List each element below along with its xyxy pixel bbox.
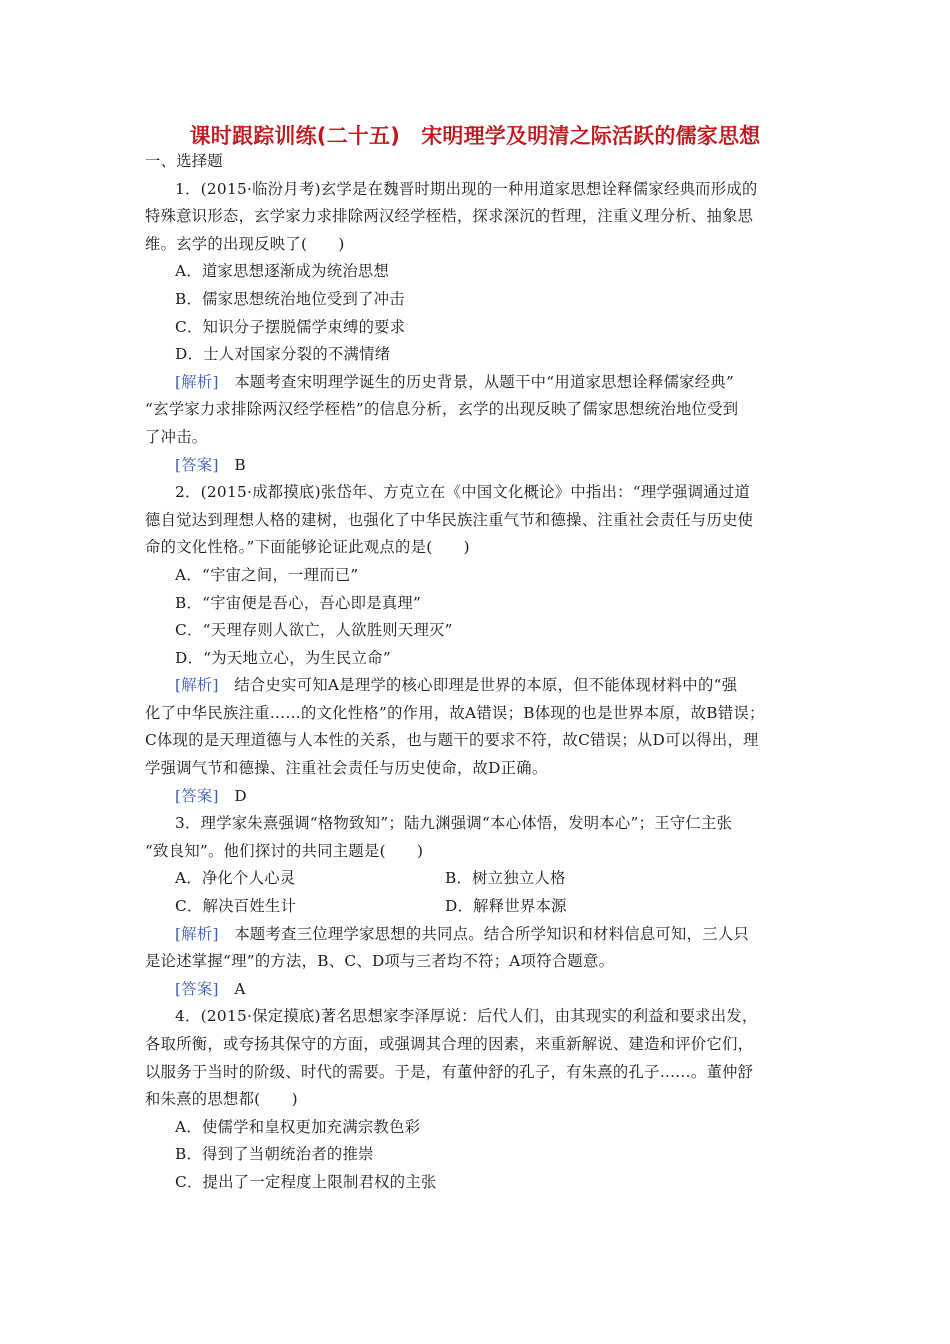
section-heading: 一、选择题	[145, 152, 223, 170]
option-d: D．士人对国家分裂的不满情绪	[175, 345, 391, 364]
option-c: C．知识分子摆脱儒学束缚的要求	[175, 317, 406, 336]
analysis-label: [解析]	[175, 924, 219, 943]
option-c: C．解决百姓生计	[175, 897, 297, 916]
option-b: B．儒家思想统治地位受到了冲击	[175, 289, 405, 308]
option-a: A．使儒学和皇权更加充满宗教色彩	[175, 1117, 421, 1136]
question-text: 以服务于当时的阶级、时代的需要。于是，有董仲舒的孔子，有朱熹的孔子……。董仲舒	[145, 1062, 754, 1081]
options-row	[145, 893, 807, 921]
question-2	[145, 479, 807, 810]
question-text: 德自觉达到理想人格的建树，也强化了中华民族注重气节和德操、注重社会责任与历史使	[145, 510, 754, 529]
analysis-text: “玄学家力求排除两汉经学桎梏”的信息分析，玄学的出现反映了儒家思想统治地位受到	[145, 400, 739, 419]
options-row	[145, 865, 807, 893]
analysis-text: 化了中华民族注重……的文化性格”的作用，故A错误；B体现的也是世界本原，故B错误；	[145, 703, 765, 722]
option-a: A．道家思想逐渐成为统治思想	[175, 262, 390, 281]
question-1	[145, 176, 807, 480]
analysis-text: 了冲击。	[145, 427, 208, 446]
answer-line: [答案] D	[175, 786, 247, 805]
option-a: A．净化个人心灵	[175, 869, 296, 888]
option-d: D．“为天地立心，为生民立命”	[175, 648, 391, 667]
option-b: B．树立独立人格	[445, 869, 566, 888]
question-text: “致良知”。他们探讨的共同主题是( )	[145, 841, 424, 860]
question-text: 3．理学家朱熹强调“格物致知”；陆九渊强调“本心体悟，发明本心”；王守仁主张	[175, 814, 733, 833]
question-text: 各取所衡，或夸扬其保守的方面，或强调其合理的因素，来重新解说、建造和评价它们，	[145, 1035, 754, 1053]
answer-line: [答案] A	[175, 979, 246, 998]
option-a: A．“宇宙之间，一理而已”	[175, 565, 359, 584]
question-text: 维。玄学的出现反映了( )	[145, 234, 345, 253]
question-text: 命的文化性格。”下面能够论证此观点的是( )	[145, 538, 470, 557]
question-text: 4．(2015·保定摸底)著名思想家李泽厚说：后代人们，由其现实的利益和要求出发，	[175, 1007, 758, 1026]
page-title: 课时跟踪训练(二十五) 宋明理学及明清之际活跃的儒家思想	[189, 124, 761, 148]
question-3	[145, 810, 807, 1003]
analysis-label: [解析]	[175, 676, 219, 695]
option-d: D．解释世界本源	[445, 897, 567, 916]
question-4	[145, 1003, 807, 1196]
analysis-text: C体现的是天理道德与人本性的关系，也与题干的要求不符，故C错误；从D可以得出，理	[145, 731, 759, 750]
analysis-text: [解析] 结合史实可知A是理学的核心即理是世界的本原，但不能体现材料中的“强	[175, 676, 738, 695]
analysis-label: [解析]	[175, 372, 219, 391]
option-c: C．“天理存则人欲亡，人欲胜则天理灭”	[175, 621, 453, 640]
analysis-text: 学强调气节和德操、注重社会责任与历史使命，故D正确。	[145, 759, 548, 778]
option-b: B．“宇宙便是吾心，吾心即是真理”	[175, 593, 422, 612]
question-text: 1．(2015·临汾月考)玄学是在魏晋时期出现的一种用道家思想诠释儒家经典而形成的	[175, 179, 758, 198]
analysis-text: [解析] 本题考查宋明理学诞生的历史背景，从题干中“用道家思想诠释儒家经典”	[175, 372, 735, 391]
analysis-text: 是论述掌握“理”的方法，B、C、D项与三者均不符；A项符合题意。	[145, 952, 615, 971]
option-b: B．得到了当朝统治者的推崇	[175, 1145, 374, 1164]
answer-line: [答案] B	[175, 455, 246, 474]
document-body	[145, 148, 807, 1197]
question-text: 2．(2015·成都摸底)张岱年、方克立在《中国文化概论》中指出：“理学强调通过道	[175, 483, 751, 502]
option-c: C．提出了一定程度上限制君权的主张	[175, 1172, 437, 1191]
answer-label: [答案]	[175, 786, 219, 805]
answer-label: [答案]	[175, 979, 219, 998]
question-text: 和朱熹的思想都( )	[145, 1090, 298, 1109]
analysis-text: [解析] 本题考查三位理学家思想的共同点。结合所学知识和材料信息可知，三人只	[175, 924, 750, 943]
question-text: 特殊意识形态，玄学家力求排除两汉经学桎梏，探求深沉的哲理，注重义理分析、抽象思	[145, 207, 754, 226]
answer-label: [答案]	[175, 455, 219, 474]
